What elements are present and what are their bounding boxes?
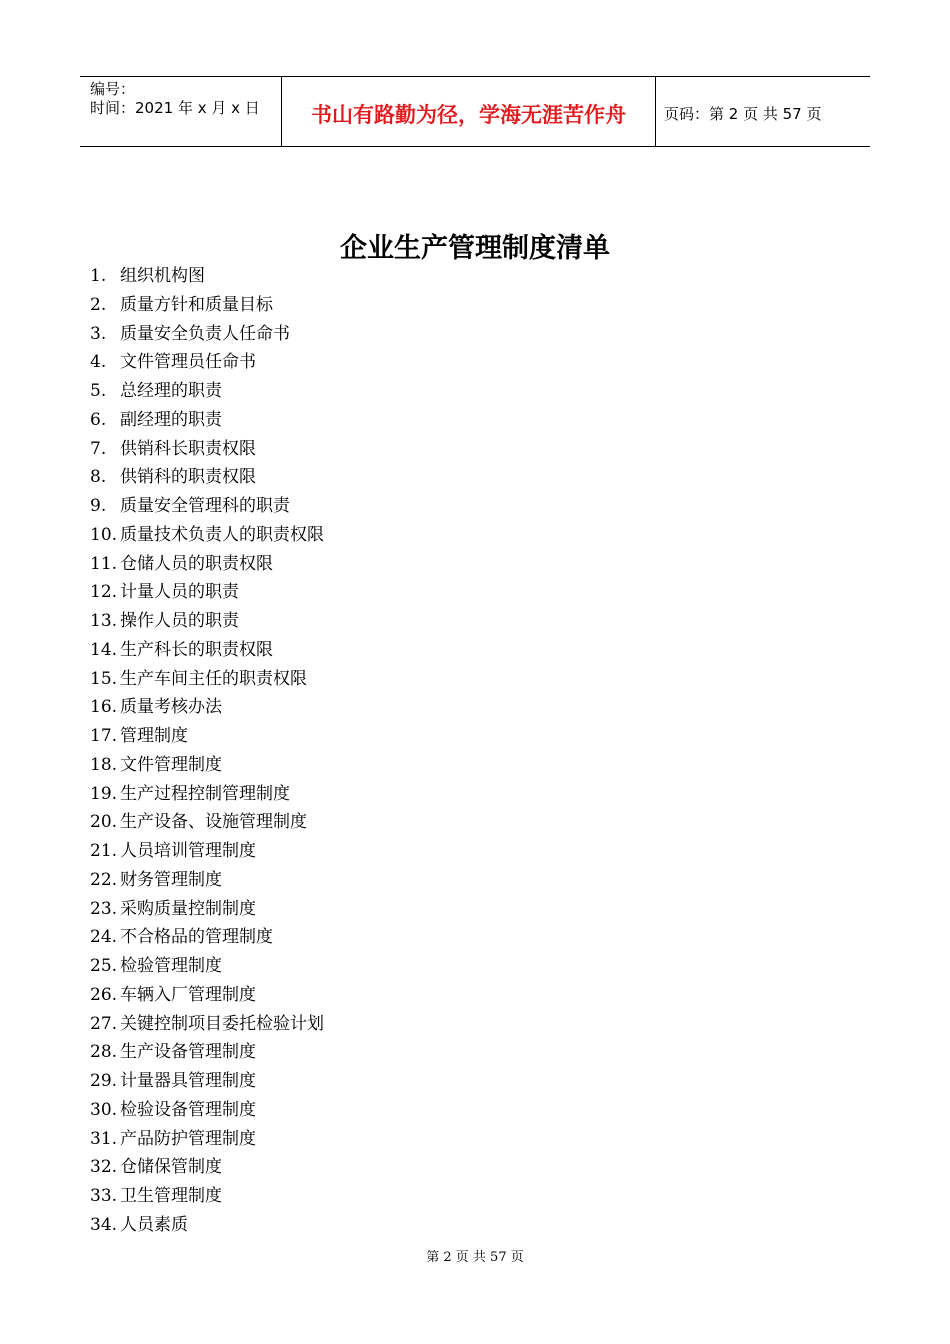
list-item-text: 不合格品的管理制度 (120, 927, 273, 948)
list-item (90, 1010, 324, 1039)
list-item-text: 检验设备管理制度 (120, 1099, 256, 1120)
header-meta-cell (80, 77, 280, 146)
header-page-info: 页码：第 2 页 共 57 页 (664, 105, 822, 123)
list-item-number: 7. (90, 438, 107, 459)
document-date-label: 时间：2021 年 x 月 x 日 (90, 99, 260, 117)
list-item-number: 17. (90, 726, 118, 746)
list-item-number: 31. (90, 1128, 118, 1149)
list-item-text: 生产科长的职责权限 (120, 639, 273, 660)
list-item-text: 车辆入厂管理制度 (120, 984, 256, 1005)
list-item (90, 550, 324, 579)
header-motto: 书山有路勤为径，学海无涯苦作舟 (311, 103, 626, 127)
list-item-number: 20. (90, 812, 118, 833)
list-item-number: 14. (90, 639, 118, 660)
list-item-text: 供销科长职责权限 (120, 438, 256, 459)
document-title: 企业生产管理制度清单 (340, 233, 610, 264)
list-item-number: 16. (90, 697, 118, 718)
list-item-number: 26. (90, 984, 118, 1005)
list-item-text: 生产设备、设施管理制度 (120, 812, 307, 833)
list-item (90, 607, 324, 636)
list-item (90, 1211, 324, 1240)
list-item (90, 866, 324, 895)
list-item-number: 5. (90, 381, 107, 401)
list-item-text: 仓储保管制度 (120, 1157, 222, 1178)
list-item-text: 副经理的职责 (120, 409, 222, 430)
list-item-number: 27. (90, 1013, 118, 1034)
list-item-text: 操作人员的职责 (120, 611, 239, 631)
list-item-text: 卫生管理制度 (120, 1186, 222, 1206)
list-item-text: 组织机构图 (120, 266, 205, 286)
list-item-number: 30. (90, 1099, 118, 1120)
list-item (90, 578, 324, 607)
list-item (90, 406, 324, 435)
list-item-text: 质量考核办法 (120, 697, 222, 718)
list-item-number: 24. (90, 927, 118, 948)
list-item (90, 463, 324, 492)
list-item-text: 生产过程控制管理制度 (120, 783, 290, 804)
list-item-text: 计量器具管理制度 (120, 1071, 256, 1091)
list-item-number: 34. (90, 1214, 118, 1235)
list-item-number: 23. (90, 898, 118, 919)
list-item (90, 895, 324, 924)
list-item-text: 管理制度 (120, 726, 188, 746)
list-item-text: 总经理的职责 (120, 381, 222, 401)
list-item-text: 采购质量控制制度 (120, 898, 256, 919)
list-item (90, 780, 324, 809)
list-item-text: 质量安全负责人任命书 (120, 323, 290, 344)
list-item-text: 关键控制项目委托检验计划 (120, 1013, 324, 1034)
list-item-number: 13. (90, 611, 118, 631)
list-item-number: 3. (90, 323, 107, 344)
list-item (90, 1038, 324, 1067)
list-item-text: 产品防护管理制度 (120, 1128, 256, 1149)
list-item (90, 837, 324, 866)
list-item-number: 12. (90, 582, 118, 603)
list-item-text: 检验管理制度 (120, 956, 222, 976)
list-item (90, 665, 324, 694)
page-header (80, 76, 870, 147)
list-item (90, 636, 324, 665)
list-item-text: 文件管理员任命书 (120, 352, 256, 373)
list-item (90, 1153, 324, 1182)
list-item (90, 751, 324, 780)
list-item-text: 文件管理制度 (120, 754, 222, 775)
list-item-number: 9. (90, 496, 107, 516)
list-item (90, 320, 324, 349)
list-item (90, 808, 324, 837)
regulation-list (90, 262, 324, 1240)
list-item-number: 4. (90, 352, 107, 373)
list-item (90, 1125, 324, 1154)
list-item-text: 仓储人员的职责权限 (120, 553, 273, 574)
list-item (90, 492, 324, 521)
list-item (90, 1067, 324, 1096)
list-item-text: 生产设备管理制度 (120, 1042, 256, 1063)
list-item (90, 693, 324, 722)
list-item (90, 377, 324, 406)
list-item (90, 722, 324, 751)
list-item-text: 人员培训管理制度 (120, 841, 256, 861)
list-item (90, 923, 324, 952)
list-item (90, 1182, 324, 1211)
header-page-cell (655, 77, 870, 146)
list-item-text: 生产车间主任的职责权限 (120, 668, 307, 689)
list-item-number: 2. (90, 294, 107, 315)
list-item-number: 32. (90, 1157, 118, 1178)
list-item-text: 人员素质 (120, 1214, 188, 1235)
header-motto-cell (281, 77, 656, 146)
list-item-text: 质量方针和质量目标 (120, 294, 273, 315)
list-item-number: 33. (90, 1186, 118, 1206)
list-item (90, 952, 324, 981)
list-item-number: 19. (90, 783, 118, 804)
list-item-number: 15. (90, 668, 118, 689)
list-item-number: 8. (90, 467, 107, 488)
list-item-number: 21. (90, 841, 118, 861)
list-item-number: 10. (90, 524, 118, 545)
list-item-number: 1. (90, 266, 107, 286)
list-item-number: 11. (90, 553, 118, 574)
list-item-text: 财务管理制度 (120, 869, 222, 890)
list-item-text: 质量安全管理科的职责 (120, 496, 290, 516)
list-item (90, 262, 324, 291)
list-item-number: 6. (90, 409, 107, 430)
list-item-text: 计量人员的职责 (120, 582, 239, 603)
list-item (90, 521, 324, 550)
list-item-text: 供销科的职责权限 (120, 467, 256, 488)
list-item-number: 18. (90, 754, 118, 775)
page-footer: 第 2 页 共 57 页 (426, 1250, 524, 1265)
list-item-number: 29. (90, 1071, 118, 1091)
list-item (90, 1096, 324, 1125)
list-item-number: 22. (90, 869, 118, 890)
list-item (90, 981, 324, 1010)
list-item-number: 25. (90, 956, 118, 976)
list-item-text: 质量技术负责人的职责权限 (120, 524, 324, 545)
list-item (90, 348, 324, 377)
list-item (90, 291, 324, 320)
list-item-number: 28. (90, 1042, 118, 1063)
list-item (90, 435, 324, 464)
document-number-label: 编号： (90, 80, 136, 98)
